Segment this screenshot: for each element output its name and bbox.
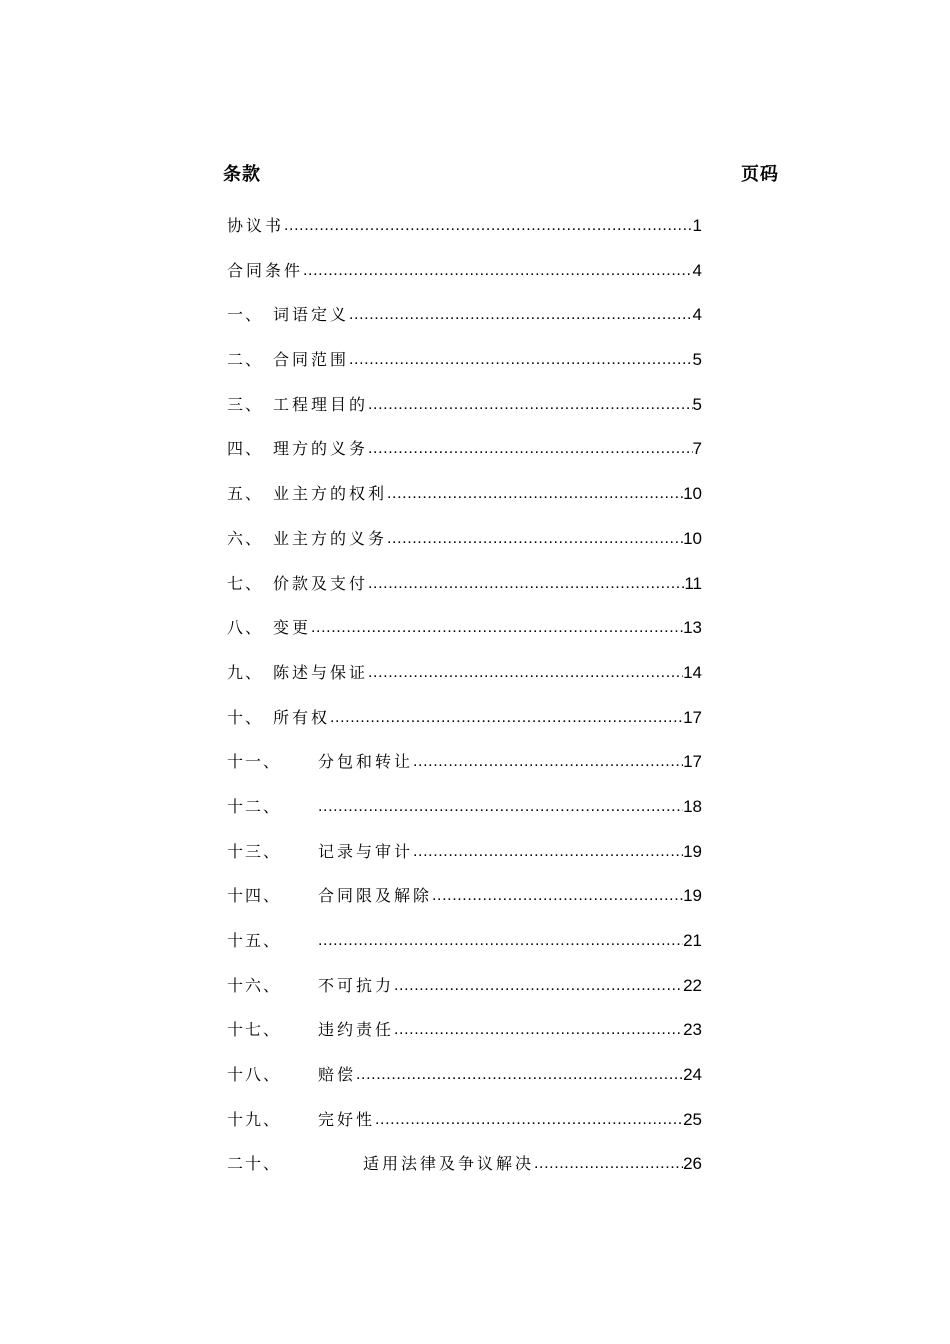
toc-entry-20[interactable] <box>227 1152 702 1197</box>
toc-entry-page: 24 <box>683 1065 702 1085</box>
toc-entry-title: 分包和转让 <box>318 752 414 772</box>
toc-entry-page: 21 <box>683 931 702 950</box>
dot-leader <box>413 840 683 864</box>
toc-entry-17[interactable] <box>227 1018 702 1063</box>
toc-entry-page: 4 <box>692 260 702 280</box>
toc-entry-4[interactable] <box>227 437 702 482</box>
toc-entry-2[interactable] <box>227 348 702 393</box>
toc-entry-title: 不可抗力 <box>318 975 395 995</box>
toc-entry-contract-conditions[interactable] <box>227 259 702 304</box>
toc-entry-number: 十六、 <box>227 975 282 995</box>
toc-entry-7[interactable] <box>227 572 702 617</box>
toc-entry-page: 14 <box>683 662 702 682</box>
toc-entry-title: 协议书 <box>227 216 285 235</box>
toc-entry-number: 二、 <box>227 350 264 370</box>
dot-leader <box>394 974 683 998</box>
dot-leader <box>368 393 693 417</box>
dot-leader <box>534 1152 683 1176</box>
toc-entry-page: 5 <box>692 394 702 414</box>
toc-entry-page: 19 <box>683 841 702 861</box>
toc-entry-page: 10 <box>683 528 702 548</box>
toc-entry-13[interactable] <box>227 840 702 885</box>
toc-entry-number: 四、 <box>227 439 264 459</box>
toc-entry-title: 陈述与保证 <box>273 662 369 682</box>
toc-entry-page: 13 <box>683 618 702 638</box>
toc-entry-title: 工程理目的 <box>273 394 369 414</box>
toc-entry-page: 17 <box>683 707 702 727</box>
toc-entry-agreement[interactable] <box>227 214 702 259</box>
toc-entry-title: 词语定义 <box>273 305 350 325</box>
toc-entry-18[interactable] <box>227 1063 702 1108</box>
toc-entry-page: 22 <box>683 975 702 995</box>
toc-entry-title: 价款及支付 <box>273 573 369 593</box>
toc-entry-page: 5 <box>692 350 702 370</box>
toc-entry-title: 业主方的权利 <box>273 484 388 504</box>
dot-leader <box>375 1108 683 1132</box>
toc-entry-number: 十二、 <box>227 796 282 816</box>
toc-entry-page: 1 <box>692 216 702 235</box>
toc-entry-number: 五、 <box>227 484 264 504</box>
toc-entry-title: 违约责任 <box>318 1020 395 1040</box>
dot-leader <box>387 482 683 506</box>
toc-entry-5[interactable] <box>227 482 702 527</box>
toc-entry-title: 业主方的义务 <box>273 528 388 548</box>
dot-leader <box>368 661 683 685</box>
toc-entry-number: 十、 <box>227 707 264 727</box>
dot-leader <box>356 1063 683 1087</box>
toc-entry-number: 十八、 <box>227 1065 282 1085</box>
toc-entry-number: 十五、 <box>227 931 282 950</box>
dot-leader <box>330 706 683 730</box>
toc-entry-number: 二十、 <box>227 1154 282 1174</box>
toc-entry-title: 合同范围 <box>273 350 350 370</box>
toc-entry-number: 六、 <box>227 528 264 548</box>
toc-entry-title: 合同条件 <box>227 260 304 280</box>
toc-entry-page: 11 <box>684 573 702 593</box>
toc-entry-10[interactable] <box>227 706 702 751</box>
toc-entry-number: 七、 <box>227 573 264 593</box>
toc-entry-15[interactable] <box>227 929 702 974</box>
toc-entry-11[interactable] <box>227 750 702 795</box>
toc-entry-title: 赔偿 <box>318 1065 357 1085</box>
toc-entry-page: 23 <box>683 1020 702 1040</box>
toc-entry-16[interactable] <box>227 974 702 1019</box>
toc-entry-title: 记录与审计 <box>318 841 414 861</box>
toc-entry-page: 25 <box>683 1109 702 1129</box>
table-of-contents <box>227 214 702 1197</box>
toc-entry-page: 17 <box>683 752 702 772</box>
toc-entry-title: 理方的义务 <box>273 439 369 459</box>
dot-leader <box>394 1018 683 1042</box>
toc-entry-title: 所有权 <box>273 707 331 727</box>
dot-leader <box>368 572 684 596</box>
toc-entry-8[interactable] <box>227 616 702 661</box>
dot-leader <box>284 214 693 238</box>
toc-entry-page: 19 <box>683 886 702 906</box>
toc-entry-title: 完好性 <box>318 1109 376 1129</box>
toc-entry-number: 十四、 <box>227 886 282 906</box>
toc-entry-number: 八、 <box>227 618 264 638</box>
dot-leader <box>318 795 683 819</box>
toc-entry-1[interactable] <box>227 303 702 348</box>
toc-entry-number: 十九、 <box>227 1109 282 1129</box>
toc-entry-page: 26 <box>683 1154 702 1174</box>
toc-entry-14[interactable] <box>227 884 702 929</box>
toc-entry-page: 10 <box>683 484 702 504</box>
toc-entry-title: 变更 <box>273 618 312 638</box>
toc-entry-number: 九、 <box>227 662 264 682</box>
toc-header <box>223 160 779 188</box>
toc-entry-number: 一、 <box>227 305 264 325</box>
toc-entry-3[interactable] <box>227 393 702 438</box>
dot-leader <box>303 259 693 283</box>
dot-leader <box>413 750 683 774</box>
page-number-heading: 页码 <box>741 164 779 185</box>
toc-entry-number: 十三、 <box>227 841 282 861</box>
toc-entry-title: 适用法律及争议解决 <box>363 1154 535 1174</box>
dot-leader <box>368 437 693 461</box>
toc-entry-number: 十七、 <box>227 1020 282 1040</box>
toc-entry-number: 三、 <box>227 394 264 414</box>
dot-leader <box>311 616 683 640</box>
toc-entry-title: 合同限及解除 <box>318 886 433 906</box>
dot-leader <box>432 884 683 908</box>
toc-entry-page: 18 <box>683 796 702 816</box>
toc-entry-number: 十一、 <box>227 752 282 772</box>
dot-leader <box>387 527 683 551</box>
toc-entry-page: 7 <box>692 439 702 459</box>
toc-entry-9[interactable] <box>227 661 702 706</box>
clauses-heading: 条款 <box>223 164 261 185</box>
toc-entry-19[interactable] <box>227 1108 702 1153</box>
dot-leader <box>349 348 693 372</box>
dot-leader <box>349 303 693 327</box>
toc-entry-12[interactable] <box>227 795 702 840</box>
toc-entry-page: 4 <box>692 305 702 325</box>
dot-leader <box>318 929 683 953</box>
toc-entry-6[interactable] <box>227 527 702 572</box>
